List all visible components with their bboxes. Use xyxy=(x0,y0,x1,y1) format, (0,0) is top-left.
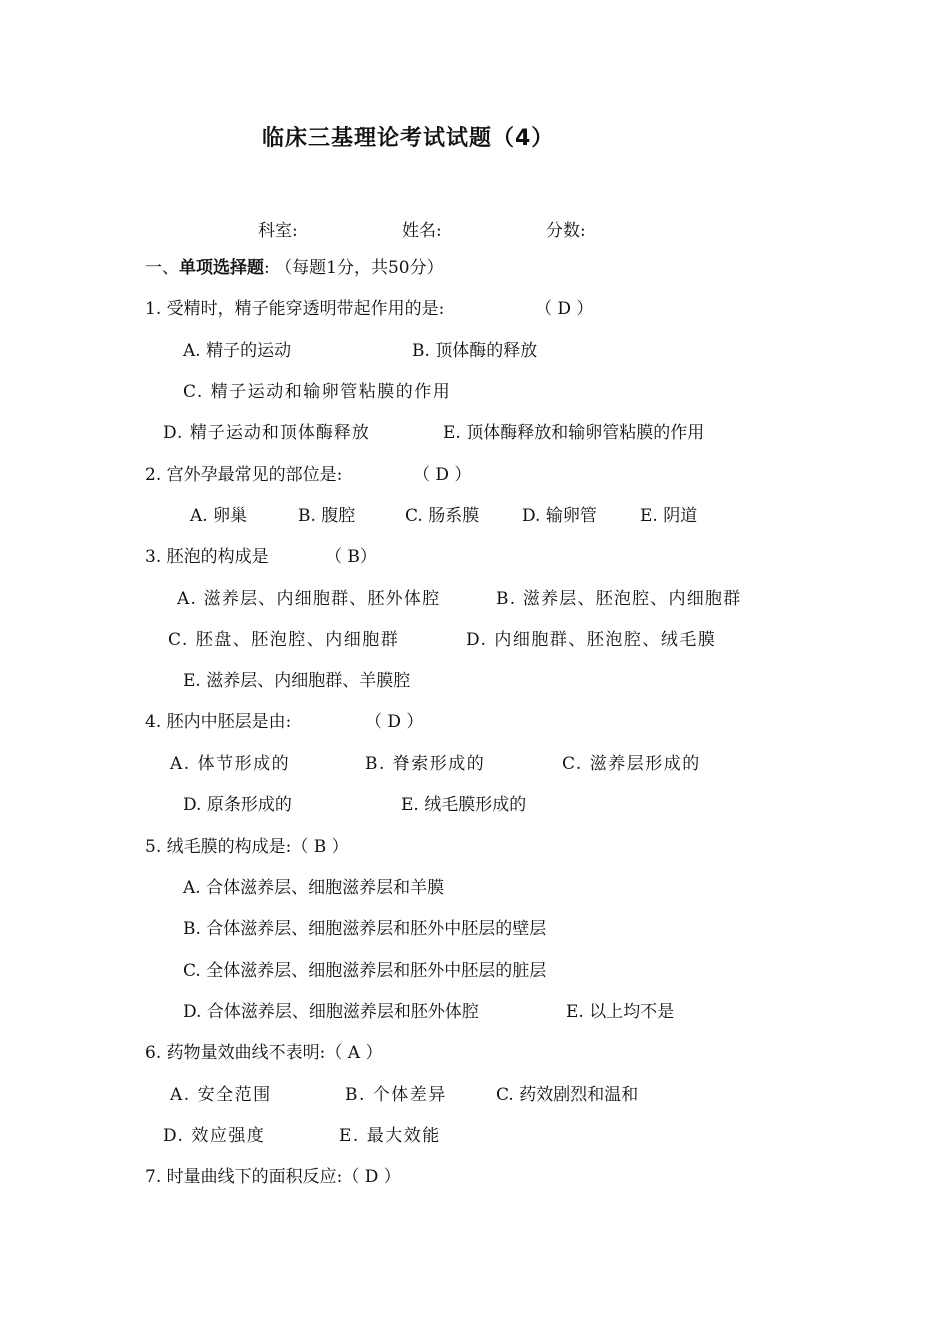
question-stem: 7. 时量曲线下的面积反应: xyxy=(145,1167,343,1187)
score-field-label: 分数: xyxy=(546,221,586,241)
question-1 xyxy=(145,298,594,320)
name-field-label: 姓名: xyxy=(402,221,442,241)
q5-option-e: E. 以上均不是 xyxy=(566,1002,675,1022)
q2-option-d: D. 输卵管 xyxy=(522,506,597,526)
question-stem: 6. 药物量效曲线不表明: xyxy=(145,1043,326,1063)
q2-option-b: B. 腹腔 xyxy=(298,506,356,526)
q3-option-c: C. 胚盘、胚泡腔、内细胞群 xyxy=(168,630,400,650)
q1-option-e: E. 顶体酶释放和输卵管粘膜的作用 xyxy=(443,423,705,443)
question-7 xyxy=(145,1166,401,1188)
answer-marker: （ A ） xyxy=(325,1043,383,1063)
question-5 xyxy=(145,836,349,858)
q3-option-b: B. 滋养层、胚泡腔、内细胞群 xyxy=(496,589,742,609)
question-stem: 2. 宫外孕最常见的部位是: xyxy=(145,465,343,485)
q3-option-a: A. 滋养层、内细胞群、胚外体腔 xyxy=(177,589,441,609)
question-stem: 3. 胚泡的构成是 xyxy=(145,547,269,567)
q1-option-d: D. 精子运动和顶体酶释放 xyxy=(163,423,370,443)
q4-option-a: A. 体节形成的 xyxy=(170,754,291,774)
question-stem: 5. 绒毛膜的构成是: xyxy=(145,837,292,857)
q2-option-c: C. 肠系膜 xyxy=(405,506,480,526)
page-title: 临床三基理论考试试题（4） xyxy=(262,126,555,151)
question-6 xyxy=(145,1042,382,1064)
answer-marker: （ B） xyxy=(325,547,377,567)
answer-marker: （ D ） xyxy=(535,299,594,319)
section-heading xyxy=(145,257,444,279)
q3-option-d: D. 内细胞群、胚泡腔、绒毛膜 xyxy=(466,630,717,650)
question-3 xyxy=(145,546,377,568)
q6-option-e: E. 最大效能 xyxy=(339,1126,441,1146)
q5-option-a: A. 合体滋养层、细胞滋养层和羊膜 xyxy=(183,878,445,898)
q1-option-a: A. 精子的运动 xyxy=(183,341,292,361)
q4-option-d: D. 原条形成的 xyxy=(183,795,292,815)
answer-marker: （ D ） xyxy=(365,712,424,732)
q3-option-e: E. 滋养层、内细胞群、羊膜腔 xyxy=(183,671,411,691)
question-stem: 1. 受精时，精子能穿透明带起作用的是: xyxy=(145,299,445,319)
q6-option-d: D. 效应强度 xyxy=(163,1126,266,1146)
question-4 xyxy=(145,711,424,733)
q2-option-e: E. 阴道 xyxy=(640,506,698,526)
q4-option-c: C. 滋养层形成的 xyxy=(562,754,701,774)
q5-option-d: D. 合体滋养层、细胞滋养层和胚外体腔 xyxy=(183,1002,479,1022)
answer-marker: （ B ） xyxy=(291,837,349,857)
q4-option-b: B. 脊索形成的 xyxy=(365,754,486,774)
q1-option-b: B. 顶体酶的释放 xyxy=(412,341,538,361)
question-stem: 4. 胚内中胚层是由: xyxy=(145,712,292,732)
q2-option-a: A. 卵巢 xyxy=(190,506,248,526)
q5-option-c: C. 全体滋养层、细胞滋养层和胚外中胚层的脏层 xyxy=(183,961,547,981)
answer-marker: （ D ） xyxy=(342,1167,401,1187)
dept-field-label: 科室: xyxy=(258,221,298,241)
q4-option-e: E. 绒毛膜形成的 xyxy=(401,795,527,815)
question-2 xyxy=(145,464,472,486)
q1-option-c: C. 精子运动和输卵管粘膜的作用 xyxy=(183,382,452,402)
answer-marker: （ D ） xyxy=(413,465,472,485)
q6-option-c: C. 药效剧烈和温和 xyxy=(496,1085,639,1105)
section-number: 一、 xyxy=(145,258,179,278)
q6-option-b: B. 个体差异 xyxy=(345,1085,447,1105)
section-note: : （每题1分，共50分） xyxy=(264,258,444,278)
section-title: 单项选择题 xyxy=(179,258,264,278)
q6-option-a: A. 安全范围 xyxy=(170,1085,272,1105)
q5-option-b: B. 合体滋养层、细胞滋养层和胚外中胚层的壁层 xyxy=(183,919,547,939)
